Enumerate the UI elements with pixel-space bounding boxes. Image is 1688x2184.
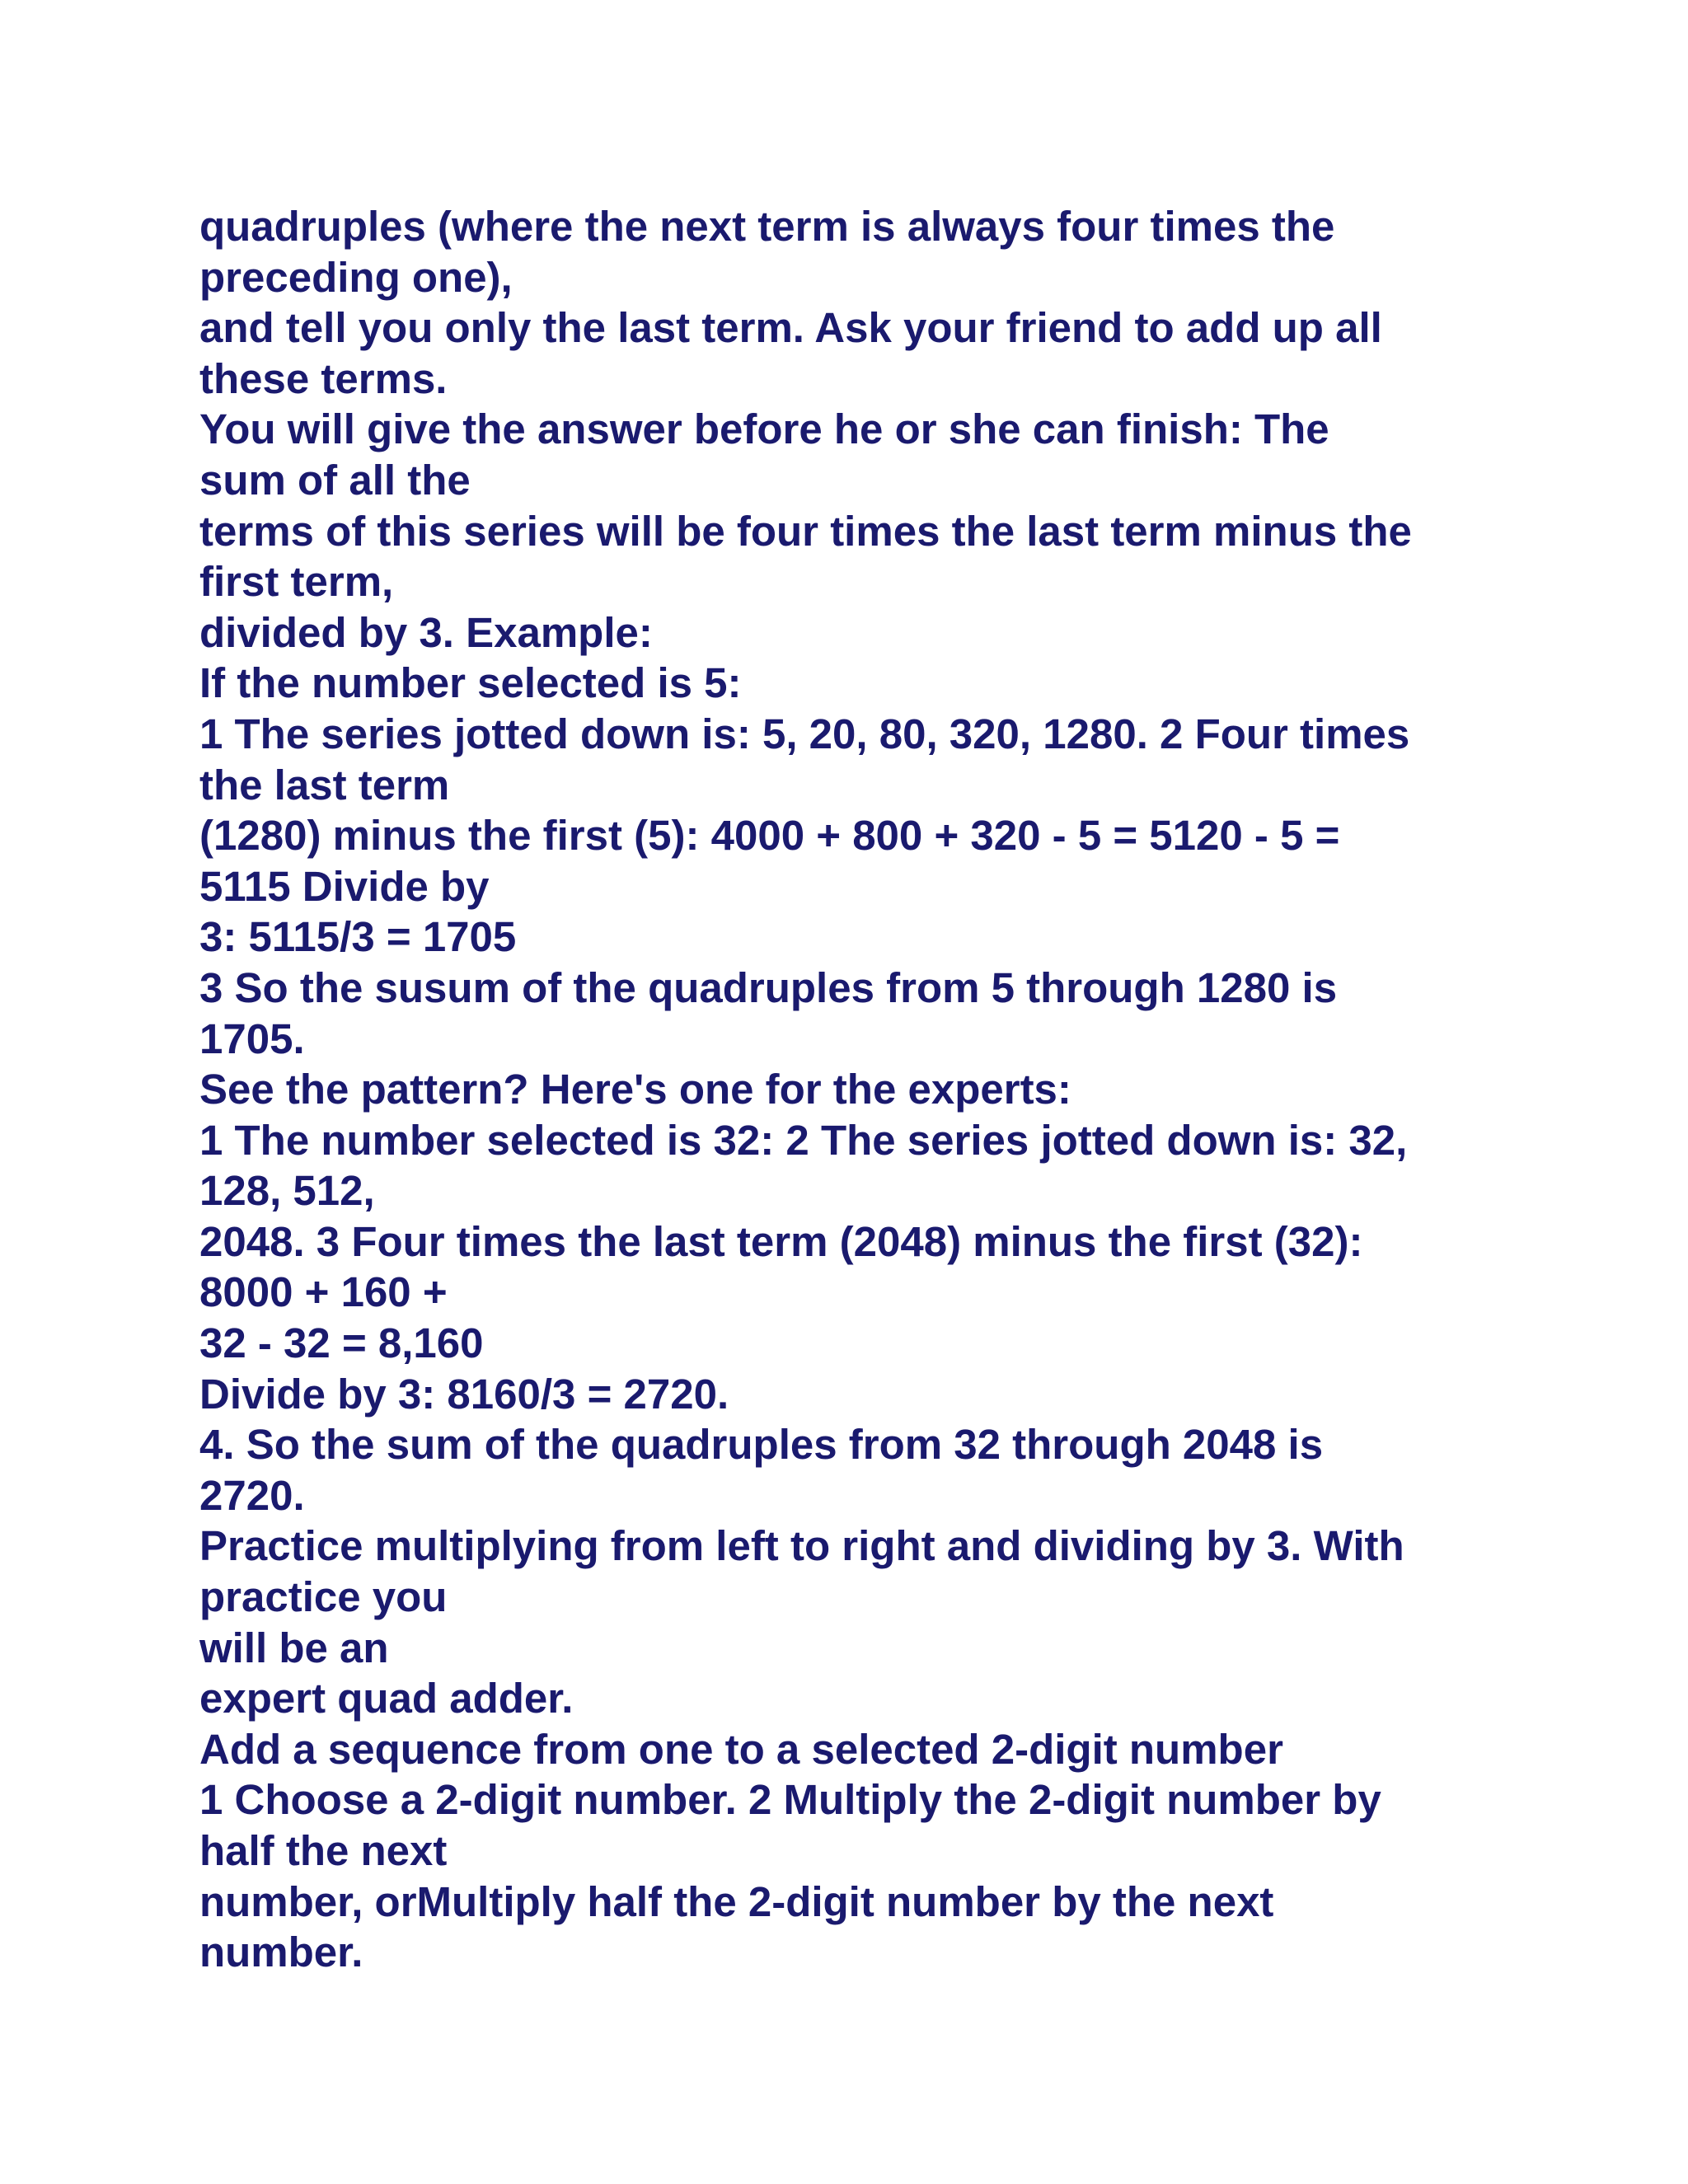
text-line: 3: 5115/3 = 1705	[199, 913, 517, 961]
text-line: See the pattern? Here's one for the experts:	[199, 1066, 1071, 1113]
text-line: Divide by 3: 8160/3 = 2720.	[199, 1370, 729, 1418]
text-line: these terms.	[199, 354, 448, 402]
text-line: 3 So the susum of the quadruples from 5 through 1280 is	[199, 963, 1338, 1011]
text-line: divided by 3. Example:	[199, 608, 653, 656]
body-text	[199, 201, 1551, 1978]
text-line: 1 The number selected is 32: 2 The series jotted down is: 32,	[199, 1116, 1408, 1164]
text-line: You will give the answer before he or she can finish: The	[199, 405, 1329, 453]
text-line: expert quad adder.	[199, 1675, 574, 1722]
text-line: 32 - 32 = 8,160	[199, 1319, 484, 1367]
text-line: Add a sequence from one to a selected 2-digit number	[199, 1725, 1283, 1773]
text-line: 2048. 3 Four times the last term (2048) minus the first (32):	[199, 1217, 1363, 1265]
text-line: 5115 Divide by	[199, 862, 490, 910]
text-line: will be an	[199, 1624, 389, 1671]
text-line: the last term	[199, 761, 450, 808]
text-line: first term,	[199, 558, 394, 606]
text-line: number, orMultiply half the 2-digit number by the next	[199, 1877, 1274, 1925]
text-line: and tell you only the last term. Ask your friend to add up all	[199, 304, 1382, 352]
text-line: 1705.	[199, 1015, 305, 1062]
text-line: preceding one),	[199, 253, 513, 301]
text-line: 2720.	[199, 1471, 305, 1519]
text-line: If the number selected is 5:	[199, 659, 742, 707]
text-line: half the next	[199, 1827, 448, 1874]
text-line: practice you	[199, 1573, 448, 1621]
text-line: 1 Choose a 2-digit number. 2 Multiply the 2-digit number by	[199, 1776, 1381, 1824]
text-line: (1280) minus the first (5): 4000 + 800 + 320 - 5 = 5120 - 5 =	[199, 812, 1340, 860]
text-line: terms of this series will be four times the last term minus the	[199, 507, 1412, 555]
text-line: Practice multiplying from left to right and dividing by 3. With	[199, 1522, 1404, 1570]
text-line: sum of all the	[199, 456, 471, 504]
text-line: quadruples (where the next term is always four times the	[199, 203, 1335, 250]
text-line: 1 The series jotted down is: 5, 20, 80, 320, 1280. 2 Four times	[199, 710, 1410, 757]
text-line: 128, 512,	[199, 1167, 375, 1215]
text-line: number.	[199, 1929, 363, 1976]
text-line: 8000 + 160 +	[199, 1268, 448, 1316]
text-line: 4. So the sum of the quadruples from 32 through 2048 is	[199, 1421, 1324, 1469]
